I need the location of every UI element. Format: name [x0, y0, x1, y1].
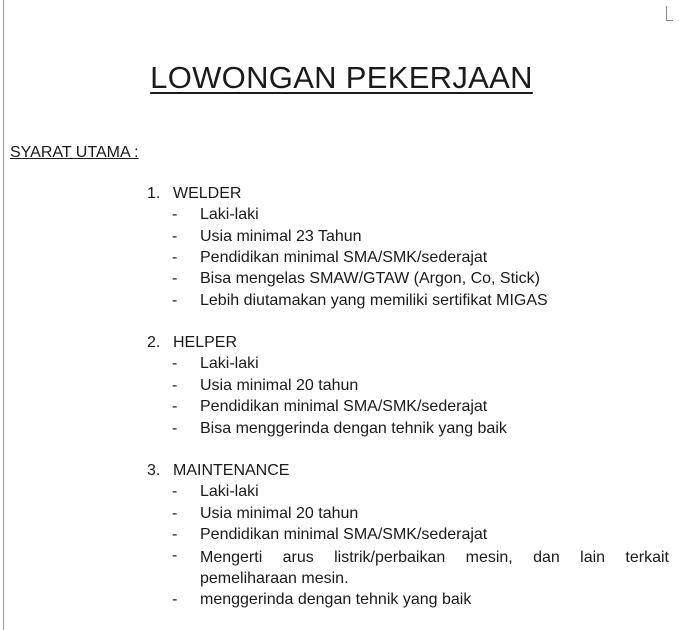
job-name: MAINTENANCE: [173, 462, 290, 479]
requirement-text: Pendidikan minimal SMA/SMK/sederajat: [200, 398, 488, 415]
bullet-dash: -: [172, 292, 178, 309]
bullet-dash: -: [172, 526, 178, 543]
list-item: [172, 505, 358, 523]
bullet-dash: -: [172, 249, 178, 266]
requirement-text: Usia minimal 20 tahun: [200, 505, 359, 522]
requirement-text: Laki-laki: [200, 355, 259, 372]
section-label: SYARAT UTAMA :: [10, 144, 139, 161]
bullet-dash: -: [172, 591, 178, 608]
requirement-text: Laki-laki: [200, 483, 259, 500]
requirement-text: Usia minimal 20 tahun: [200, 377, 359, 394]
requirement-text: Laki-laki: [200, 206, 259, 223]
list-item: [172, 547, 669, 589]
job-name: WELDER: [173, 185, 242, 202]
page-corner-marker: [666, 6, 673, 21]
requirement-text: Bisa mengelas SMAW/GTAW (Argon, Co, Stick): [200, 270, 540, 287]
job-number: 1.: [147, 185, 161, 202]
requirement-text: Usia minimal 23 Tahun: [200, 228, 362, 245]
list-item: [172, 292, 548, 310]
job-heading-welder: [147, 185, 241, 203]
list-item: [172, 483, 259, 501]
requirement-text: Lebih diutamakan yang memiliki sertifikat MIGAS: [200, 292, 548, 309]
requirement-text: Bisa menggerinda dengan tehnik yang baik: [200, 420, 507, 437]
requirement-text: menggerinda dengan tehnik yang baik: [200, 591, 472, 608]
list-item: [172, 591, 471, 609]
bullet-dash: -: [172, 483, 178, 500]
list-item: [172, 206, 259, 224]
list-item: [172, 377, 358, 395]
bullet-dash: -: [172, 547, 178, 564]
bullet-dash: -: [172, 505, 178, 522]
job-name: HELPER: [173, 334, 238, 351]
job-heading-maintenance: [147, 462, 289, 480]
list-item: [172, 526, 487, 544]
bullet-dash: -: [172, 398, 178, 415]
list-item: [172, 228, 362, 246]
page-title: LOWONGAN PEKERJAAN: [150, 60, 533, 95]
list-item: [172, 270, 540, 288]
bullet-dash: -: [172, 377, 178, 394]
bullet-dash: -: [172, 420, 178, 437]
job-number: 3.: [147, 462, 161, 479]
requirement-text: Pendidikan minimal SMA/SMK/sederajat: [200, 249, 488, 266]
list-item: [172, 249, 487, 267]
bullet-dash: -: [172, 228, 178, 245]
bullet-dash: -: [172, 206, 178, 223]
requirement-text: Pendidikan minimal SMA/SMK/sederajat: [200, 526, 488, 543]
job-number: 2.: [147, 334, 161, 351]
list-item: [172, 398, 487, 416]
job-heading-helper: [147, 334, 237, 352]
bullet-dash: -: [172, 355, 178, 372]
list-item: [172, 420, 507, 438]
bullet-dash: -: [172, 270, 178, 287]
requirement-text: Mengerti arus listrik/perbaikan mesin, dan lain terkait pemeliharaan mesin.: [200, 549, 669, 587]
list-item: [172, 355, 259, 373]
